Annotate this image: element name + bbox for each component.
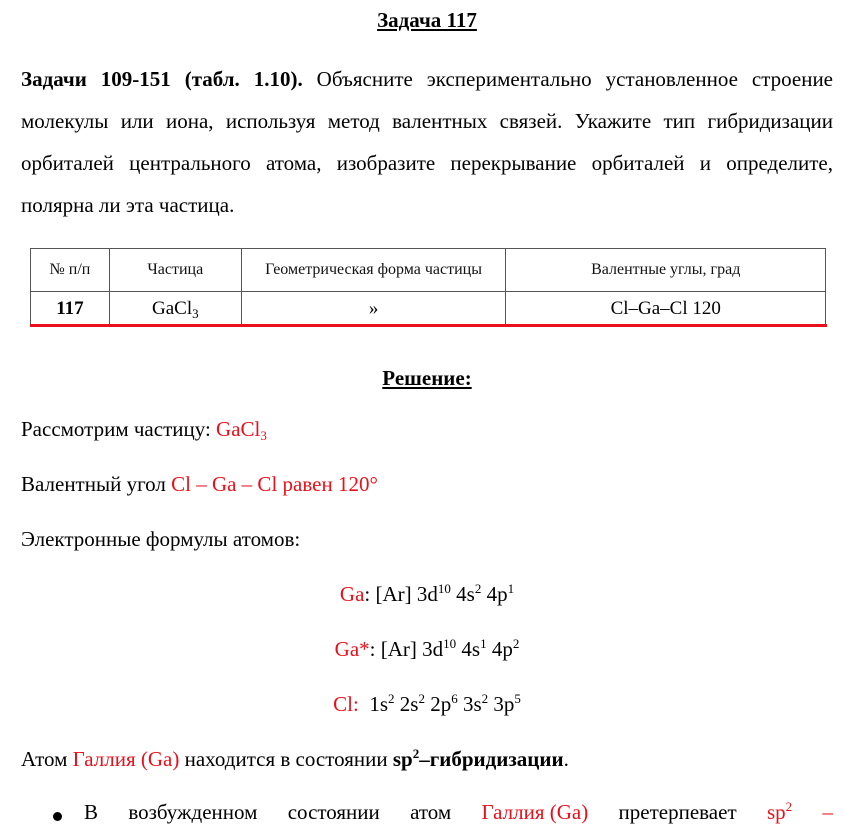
row-angles: Cl–Ga–Cl 120 — [506, 292, 826, 326]
state-middle: находится в состоянии — [179, 747, 393, 771]
state-line — [21, 747, 569, 772]
formulas-label: Электронные формулы атомов: — [21, 527, 301, 551]
formula-orbital: 3p — [488, 692, 515, 716]
formula-orbital: 2p — [424, 692, 452, 716]
state-end: . — [563, 747, 569, 771]
bullet-word: В — [84, 800, 99, 824]
task-intro — [21, 58, 833, 226]
table-row — [31, 292, 826, 326]
formula-line — [21, 582, 833, 607]
bullet-hyb — [767, 800, 792, 825]
formula-orbital: 2s — [394, 692, 419, 716]
formula-electron-count: 1 — [480, 636, 487, 651]
formula-electron-count: 6 — [451, 691, 458, 706]
state-hyb-base: sp — [392, 747, 413, 771]
state-hyb-suffix: –гибридизации — [419, 747, 564, 771]
formula-orbital: 3s — [457, 692, 482, 716]
state-hyb — [393, 747, 564, 771]
formula-line — [21, 692, 833, 717]
formula-electron-count: 2 — [388, 691, 395, 706]
solution-title: Решение: — [382, 366, 472, 390]
bullet-icon — [53, 812, 62, 821]
row-particle-sub: 3 — [192, 305, 199, 321]
bullet-verb: претерпевает — [618, 800, 737, 824]
formula-orbital: 4s — [456, 637, 481, 661]
formula-orbital: : [Ar] 3d — [364, 582, 438, 606]
particle-table — [30, 248, 826, 326]
bullet-word: атом — [410, 800, 452, 824]
angle-line — [21, 472, 378, 497]
row-number: 117 — [31, 292, 110, 326]
row-particle-base: GaCl — [152, 297, 193, 319]
bullet-hyb-base: sp — [766, 800, 786, 824]
table-header-cell: Геометрическая форма частицы — [241, 249, 506, 292]
bullet-hyb-sup: 2 — [785, 799, 793, 814]
bullet-word: возбужденном — [128, 800, 258, 824]
table-header-row — [31, 249, 826, 292]
table-bottom-red-rule — [30, 324, 827, 327]
formula-electron-count: 5 — [514, 691, 521, 706]
table-header-cell: № п/п — [31, 249, 110, 292]
consider-particle-base: GaCl — [216, 417, 261, 441]
formula-electron-count: 2 — [512, 636, 520, 651]
row-particle — [109, 292, 241, 326]
table-header-cell: Частица — [109, 249, 241, 292]
state-prefix: Атом — [21, 747, 73, 771]
formula-orbital: 4p — [481, 582, 508, 606]
formula-atom: Cl: — [333, 692, 359, 716]
formula-atom: Ga — [339, 582, 365, 606]
consider-label: Рассмотрим частицу: — [21, 417, 217, 441]
consider-particle-sub: 3 — [260, 428, 267, 443]
angle-value: Cl – Ga – Cl равен 120° — [171, 472, 378, 496]
formula-electron-count: 2 — [418, 691, 425, 706]
angle-label: Валентный угол — [21, 472, 172, 496]
formula-electron-count: 10 — [437, 581, 451, 596]
state-atom: Галлия (Ga) — [72, 747, 180, 771]
row-shape: » — [241, 292, 506, 326]
intro-text: Объясните экспериментально установленное строение молекулы или иона, используя метод валентных связей. Укажите тип гибридизации орбиталей центрального атома, изобразите перекрывание орбиталей и определите, полярна ли эта частица. — [21, 67, 834, 217]
bullet-text — [84, 800, 833, 825]
intro-bold-prefix: Задачи 109-151 (табл. 1.10). — [21, 67, 303, 91]
formula-electron-count: 2 — [481, 691, 489, 706]
bullet-atom: Галлия (Ga) — [481, 800, 589, 824]
formula-orbital: 4s — [450, 582, 475, 606]
formula-electron-count: 10 — [443, 636, 457, 651]
bullet-dash: – — [822, 800, 833, 824]
formula-line — [21, 637, 833, 662]
bullet-word: состоянии — [287, 800, 380, 824]
formula-atom: Ga* — [334, 637, 370, 661]
formula-orbital: 1s — [358, 692, 388, 716]
task-title: Задача 117 — [377, 8, 477, 32]
state-hyb-sup: 2 — [412, 746, 420, 761]
table-header-cell: Валентные углы, град — [506, 249, 826, 292]
formula-orbital: : [Ar] 3d — [369, 637, 444, 661]
consider-line — [21, 417, 267, 442]
formula-electron-count: 1 — [507, 581, 515, 596]
formula-electron-count: 2 — [474, 581, 482, 596]
formula-orbital: 4p — [486, 637, 513, 661]
consider-particle — [216, 417, 267, 441]
